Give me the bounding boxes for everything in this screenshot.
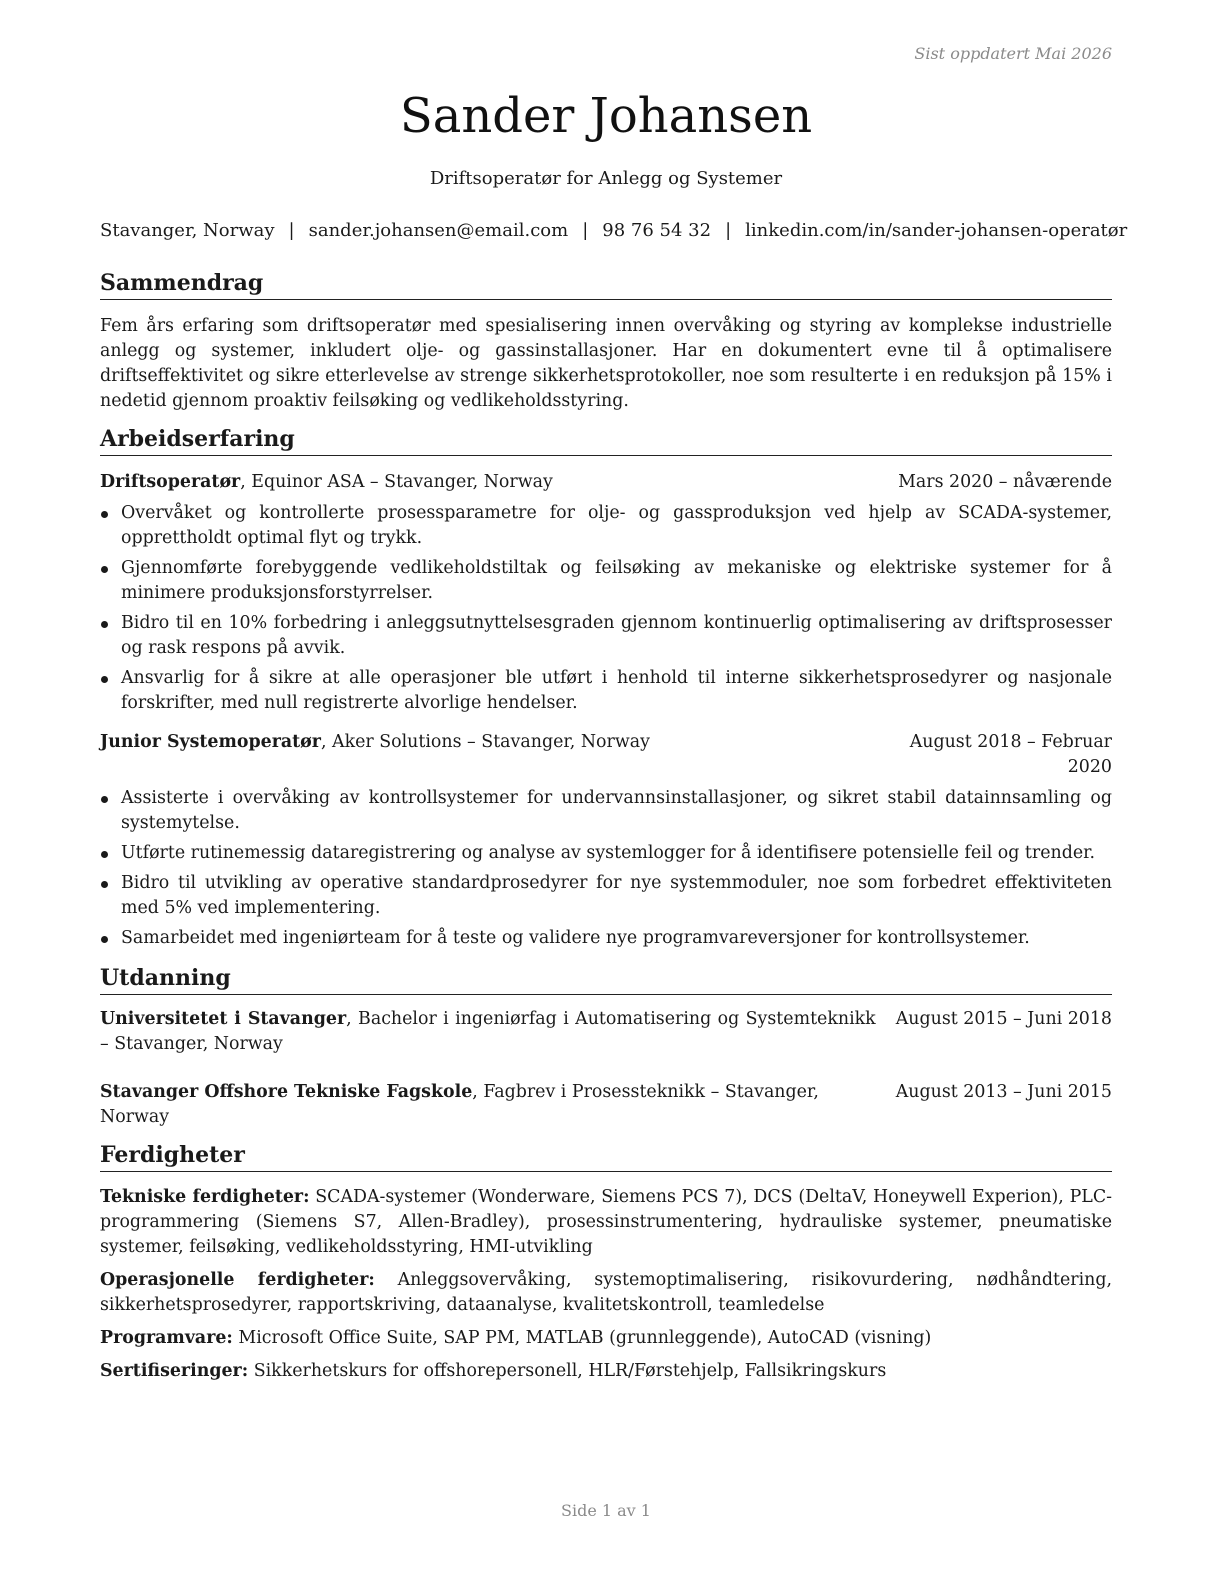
skill-text: Anleggsovervåking, systemoptimalisering, risikovurdering, nødhåndtering, sikkerhetsprosedyrer, rapportskriving, dataanalyse, kvalitetskontroll, teamledelse bbox=[100, 1270, 1112, 1315]
job-title-line bbox=[100, 470, 878, 495]
experience-section bbox=[100, 424, 1112, 951]
resume-page bbox=[100, 0, 1128, 1584]
job-header bbox=[100, 470, 1112, 495]
job-dates: Mars 2020 – nåværende bbox=[898, 472, 1112, 492]
list-item bbox=[100, 786, 1112, 836]
bullet-icon bbox=[101, 796, 108, 803]
contact-email[interactable]: sander.johansen@email.com bbox=[308, 220, 569, 241]
bullet-icon bbox=[101, 676, 108, 683]
bullet-icon bbox=[101, 511, 108, 518]
summary-text: Fem års erfaring som driftsoperatør med spesialisering innen overvåking og styring av komplekse industrielle anlegg og systemer, inkludert olje- og gassinstallasjoner. Har en dokumentert evne til å optimalisere driftseffektivitet og sikre etterlevelse av strenge sikkerhetsprotokoller, noe som resulterte i en reduksjon på 15% i nedetid gjennom proaktiv feilsøking og vedlikeholdsstyring. bbox=[100, 316, 1112, 411]
contact-separator: | bbox=[725, 220, 732, 241]
education-title-line bbox=[100, 1080, 876, 1130]
bullet-text: Ansvarlig for å sikre at alle operasjoner ble utført i henhold til interne sikkerhetsprosedyrer og nasjonale forskrifter, med null registrerte alvorlige hendelser. bbox=[121, 668, 1112, 713]
contact-location: Stavanger, Norway bbox=[100, 220, 275, 241]
job-dates-line: August 2018 – Februar bbox=[909, 732, 1112, 752]
education-entry bbox=[100, 1007, 1112, 1057]
skill-text: Microsoft Office Suite, SAP PM, MATLAB (grunnleggende), AutoCAD (visning) bbox=[238, 1328, 932, 1348]
contact-line bbox=[100, 219, 1128, 243]
bullet-text: Bidro til utvikling av operative standardprosedyrer for nye systemmoduler, noe som forbedret effektiviteten med 5% ved implementering. bbox=[121, 873, 1112, 918]
education-dates: August 2013 – Juni 2015 bbox=[895, 1082, 1112, 1102]
list-item bbox=[100, 841, 1112, 866]
bullet-text: Overvåket og kontrollerte prosessparametre for olje- og gassproduksjon ved hjelp av SCADA-systemer, opprettholdt optimal flyt og trykk. bbox=[121, 503, 1112, 548]
education-detail: , Fagbrev i Prosessteknikk – Stavanger, Norway bbox=[100, 1082, 819, 1127]
skill-label: Tekniske ferdigheter: bbox=[100, 1187, 310, 1207]
list-item bbox=[100, 871, 1112, 921]
skills-section bbox=[100, 1140, 1112, 1384]
section-heading-education: Utdanning bbox=[100, 963, 1112, 995]
list-item bbox=[100, 926, 1112, 951]
contact-phone: 98 76 54 32 bbox=[602, 220, 712, 241]
education-school: Universitetet i Stavanger bbox=[100, 1009, 347, 1029]
job-bullets bbox=[100, 501, 1112, 716]
bullet-text: Assisterte i overvåking av kontrollsystemer for undervannsinstallasjoner, og sikret stabil datainnsamling og systemytelse. bbox=[121, 788, 1112, 833]
skill-text: Sikkerhetskurs for offshorepersonell, HLR/Førstehjelp, Fallsikringskurs bbox=[253, 1361, 887, 1381]
job-company: , Equinor ASA – Stavanger, Norway bbox=[240, 472, 553, 492]
bullet-icon bbox=[101, 881, 108, 888]
job-role: Junior Systemoperatør bbox=[100, 732, 321, 752]
job-bullets bbox=[100, 786, 1112, 951]
job-title-line bbox=[100, 730, 856, 780]
job-dates bbox=[856, 730, 1112, 780]
bullet-text: Samarbeidet med ingeniørteam for å teste og validere nye programvareversjoner for kontrollsystemer. bbox=[121, 928, 1030, 948]
job-company: , Aker Solutions – Stavanger, Norway bbox=[320, 732, 650, 752]
bullet-icon bbox=[101, 936, 108, 943]
education-dates: August 2015 – Juni 2018 bbox=[895, 1009, 1112, 1029]
contact-linkedin[interactable]: linkedin.com/in/sander-johansen-operatør bbox=[745, 220, 1128, 241]
section-heading-skills: Ferdigheter bbox=[100, 1140, 1112, 1172]
skill-text: SCADA-systemer (Wonderware, Siemens PCS 7), DCS (DeltaV, Honeywell Experion), PLC-programmering (Siemens S7, Allen-Bradley), prosessinstrumentering, hydrauliske systemer, pneumatiske systemer, feilsøking, vedlikeholdsstyring, HMI-utvikling bbox=[100, 1187, 1113, 1257]
job-entry bbox=[100, 730, 1112, 951]
bullet-icon bbox=[101, 566, 108, 573]
summary-section bbox=[100, 268, 1112, 414]
education-section bbox=[100, 963, 1112, 1130]
skill-group bbox=[100, 1185, 1112, 1260]
education-detail: , Bachelor i ingeniørfag i Automatisering og Systemteknikk – Stavanger, Norway bbox=[100, 1009, 876, 1054]
bullet-icon bbox=[101, 621, 108, 628]
job-role: Driftsoperatør bbox=[100, 472, 241, 492]
list-item bbox=[100, 666, 1112, 716]
skill-label: Sertifiseringer: bbox=[100, 1361, 249, 1381]
skill-group bbox=[100, 1359, 1112, 1384]
resume-content bbox=[100, 268, 1112, 1394]
job-entry bbox=[100, 470, 1112, 716]
last-updated: Sist oppdatert Mai 2026 bbox=[914, 44, 1112, 63]
education-school: Stavanger Offshore Tekniske Fagskole bbox=[100, 1082, 473, 1102]
list-item bbox=[100, 501, 1112, 551]
section-heading-summary: Sammendrag bbox=[100, 268, 1112, 300]
job-title: Driftsoperatør for Anlegg og Systemer bbox=[429, 168, 783, 189]
contact-separator: | bbox=[582, 220, 589, 241]
bullet-icon bbox=[101, 851, 108, 858]
bullet-text: Bidro til en 10% forbedring i anleggsutnyttelsesgraden gjennom kontinuerlig optimalisering av driftsprosesser og rask respons på avvik. bbox=[121, 613, 1112, 658]
list-item bbox=[100, 556, 1112, 606]
candidate-name: Sander Johansen bbox=[399, 88, 813, 144]
job-dates-line: 2020 bbox=[1067, 757, 1112, 777]
skill-group bbox=[100, 1268, 1112, 1318]
section-heading-experience: Arbeidserfaring bbox=[100, 424, 1112, 456]
skill-label: Programvare: bbox=[100, 1328, 233, 1348]
bullet-text: Utførte rutinemessig dataregistrering og analyse av systemlogger for å identifisere potensielle feil og trender. bbox=[121, 843, 1096, 863]
education-entry bbox=[100, 1080, 1112, 1130]
job-header bbox=[100, 730, 1112, 780]
list-item bbox=[100, 611, 1112, 661]
education-title-line bbox=[100, 1007, 876, 1057]
skill-group bbox=[100, 1326, 1112, 1351]
page-number: Side 1 av 1 bbox=[561, 1501, 651, 1520]
bullet-text: Gjennomførte forebyggende vedlikeholdstiltak og feilsøking av mekaniske og elektriske systemer for å minimere produksjonsforstyrrelser. bbox=[121, 558, 1112, 603]
contact-separator: | bbox=[288, 220, 295, 241]
skill-label: Operasjonelle ferdigheter: bbox=[100, 1270, 375, 1290]
